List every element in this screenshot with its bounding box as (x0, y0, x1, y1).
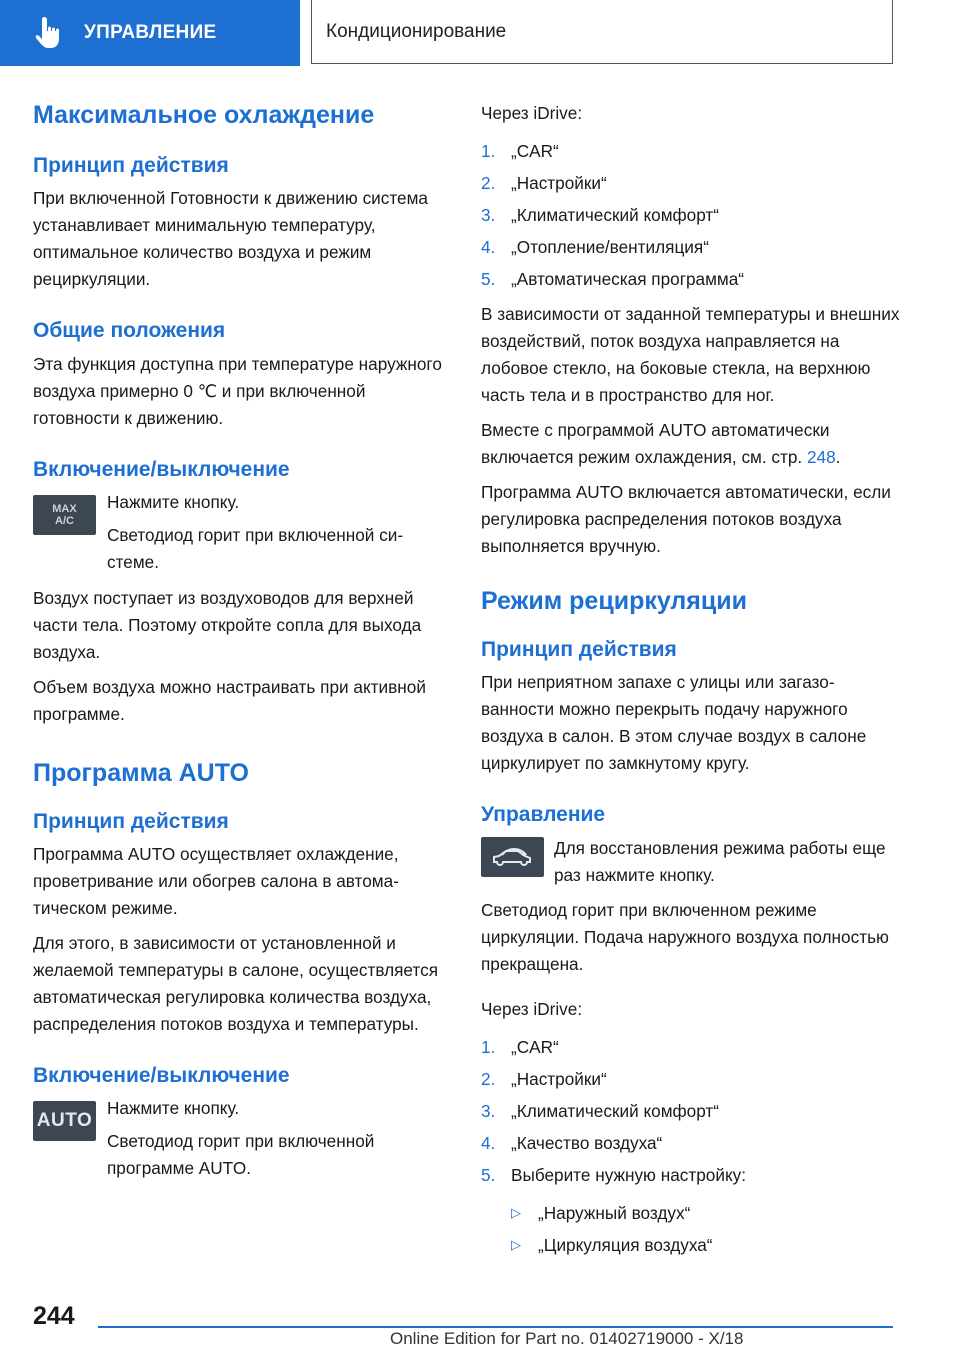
paragraph-principle-3: При неприятном запахе с улицы или загазованности можно перекрыть подачу наружного воздуха в салон. В этом случае воздух в салоне циркулирует по замкнутому кругу. (481, 672, 867, 774)
list-number: 2. (481, 173, 496, 193)
list-number: 3. (481, 1100, 496, 1121)
heading-onoff-2: Включение/выключение (33, 1064, 290, 1088)
chapter-box (311, 0, 893, 64)
page-number: 244 (33, 1302, 75, 1330)
list-item (481, 1159, 901, 1191)
list-item (481, 199, 901, 231)
list-text: „Климатический комфорт“ (511, 205, 720, 225)
paragraph-general: Эта функция доступна при температуре наружного воздуха примерно 0 ℃ и при включенной готовности к движению. (33, 353, 442, 428)
heading-principle-1: Принцип действия (33, 154, 229, 177)
heading-recirculation: Режим рециркуляции (481, 587, 748, 615)
right-column (481, 100, 901, 1261)
chapter-title: Кондиционирование (326, 20, 507, 42)
list-item (481, 135, 901, 167)
heading-control: Управление (481, 803, 606, 827)
paragraph-principle-1: При включенной Готовности к движению система устанавливает минимальную температуру, оптимальное количество воздуха и режим рециркуляции. (33, 188, 428, 290)
press-button-2: Нажмите кнопку. (107, 1098, 240, 1119)
list-number: 4. (481, 1132, 496, 1153)
auto-button-icon: AUTO (33, 1101, 96, 1141)
list-item (481, 263, 901, 295)
steps-list-1 (481, 135, 901, 295)
paragraph-air-2: Объем воздуха можно настраивать при активной программе. (33, 676, 426, 724)
list-text: „Автоматическая программа“ (511, 269, 745, 289)
steps-list-2 (481, 1031, 901, 1191)
list-number: 5. (481, 1164, 496, 1185)
list-text: „CAR“ (511, 141, 559, 161)
max-ac-button-icon (33, 495, 96, 535)
heading-general: Общие положения (33, 319, 226, 343)
list-item (481, 1063, 901, 1095)
list-text: „Отопление/вентиляция“ (511, 237, 709, 257)
paragraph-restore: Для восстановления режима работы еще раз нажмите кнопку. (554, 837, 886, 885)
footer-divider (98, 1326, 893, 1328)
sub-options (481, 1197, 901, 1261)
recirc-block (481, 835, 901, 897)
list-item (481, 231, 901, 263)
page-link-248[interactable]: 248 (806, 447, 836, 467)
sub-option-text: „Циркуляция воздуха“ (538, 1234, 713, 1255)
maxac-block (33, 489, 453, 572)
sub-option (481, 1197, 901, 1229)
list-item (481, 1127, 901, 1159)
triangle-bullet-icon: ▷ (511, 1204, 521, 1220)
sub-option (481, 1229, 901, 1261)
list-text: Выберите нужную настройку: (511, 1164, 747, 1185)
list-text: „Климатический комфорт“ (511, 1100, 720, 1121)
edition-text: Online Edition for Part no. 01402719000 - X/18 (390, 1329, 744, 1348)
list-text: „CAR“ (511, 1036, 559, 1057)
section-tab (0, 0, 300, 66)
recirculation-button-icon (481, 837, 544, 877)
list-item (481, 1095, 901, 1127)
led-text-2: Светодиод горит при включенной программе AUTO. (107, 1131, 375, 1179)
triangle-bullet-icon: ▷ (511, 1236, 521, 1252)
list-number: 5. (481, 269, 496, 289)
paragraph-air-1: Воздух поступает из воздуховодов для верхней части тела. Поэтому откройте сопла для выхода воздуха. (33, 587, 422, 662)
max-ac-line-1: MAX (52, 502, 77, 515)
press-button-1: Нажмите кнопку. (107, 491, 240, 512)
list-number: 1. (481, 1036, 496, 1057)
heading-auto: Программа AUTO (33, 758, 249, 787)
section-title: УПРАВЛЕНИЕ (84, 22, 217, 43)
paragraph-auto-detail: Для этого, в зависимости от установленной и желаемой температуры в салоне, осуществляется автоматическая регулировка количества воздуха, распределения потоков воздуха и температуры. (33, 933, 438, 1035)
list-number: 1. (481, 141, 496, 161)
paragraph-cooling: Вместе с программой AUTO автоматически включается режим охлаждения, см. стр. 248. (481, 420, 841, 467)
list-number: 4. (481, 237, 496, 257)
via-idrive-1: Через iDrive: (481, 103, 583, 123)
auto-block (33, 1095, 453, 1179)
led-text-1: Светодиод горит при включенной системе. (107, 524, 404, 572)
max-ac-line-2: A/C (55, 514, 74, 527)
heading-principle-3: Принцип действия (481, 638, 677, 661)
sub-option-text: „Наружный воздух“ (538, 1202, 691, 1223)
list-text: „Качество воздуха“ (511, 1132, 663, 1153)
heading-onoff-1: Включение/выключение (33, 457, 290, 481)
heading-max-cooling: Максимальное охлаждение (33, 101, 375, 129)
left-column (33, 100, 453, 1179)
hand-pointer-icon (34, 15, 64, 51)
list-number: 3. (481, 205, 496, 225)
list-number: 2. (481, 1068, 496, 1089)
heading-principle-2: Принцип действия (33, 809, 229, 833)
list-text: „Настройки“ (511, 173, 607, 193)
paragraph-temp-distribution: В зависимости от заданной температуры и внешних воздействий, поток воздуха направляется на лобовое стекло, на боковые стекла, на верхнюю часть тела и в пространство для ног. (481, 304, 900, 405)
car-recirculation-icon (488, 843, 538, 871)
list-item (481, 1031, 901, 1063)
list-text: „Настройки“ (511, 1068, 607, 1089)
list-item (481, 167, 901, 199)
via-idrive-2: Через iDrive: (481, 998, 583, 1019)
paragraph-led-3: Светодиод горит при включенном режиме циркуляции. Подача наружного воздуха полностью прекращена. (481, 899, 889, 974)
paragraph-manual: Программа AUTO включается автоматически, если регулировка распределения потоков воздуха выполняется вручную. (481, 482, 891, 556)
paragraph-principle-2: Программа AUTO осуществляет охлаждение, проветривание или обогрев салона в автоматическом режиме. (33, 844, 399, 919)
